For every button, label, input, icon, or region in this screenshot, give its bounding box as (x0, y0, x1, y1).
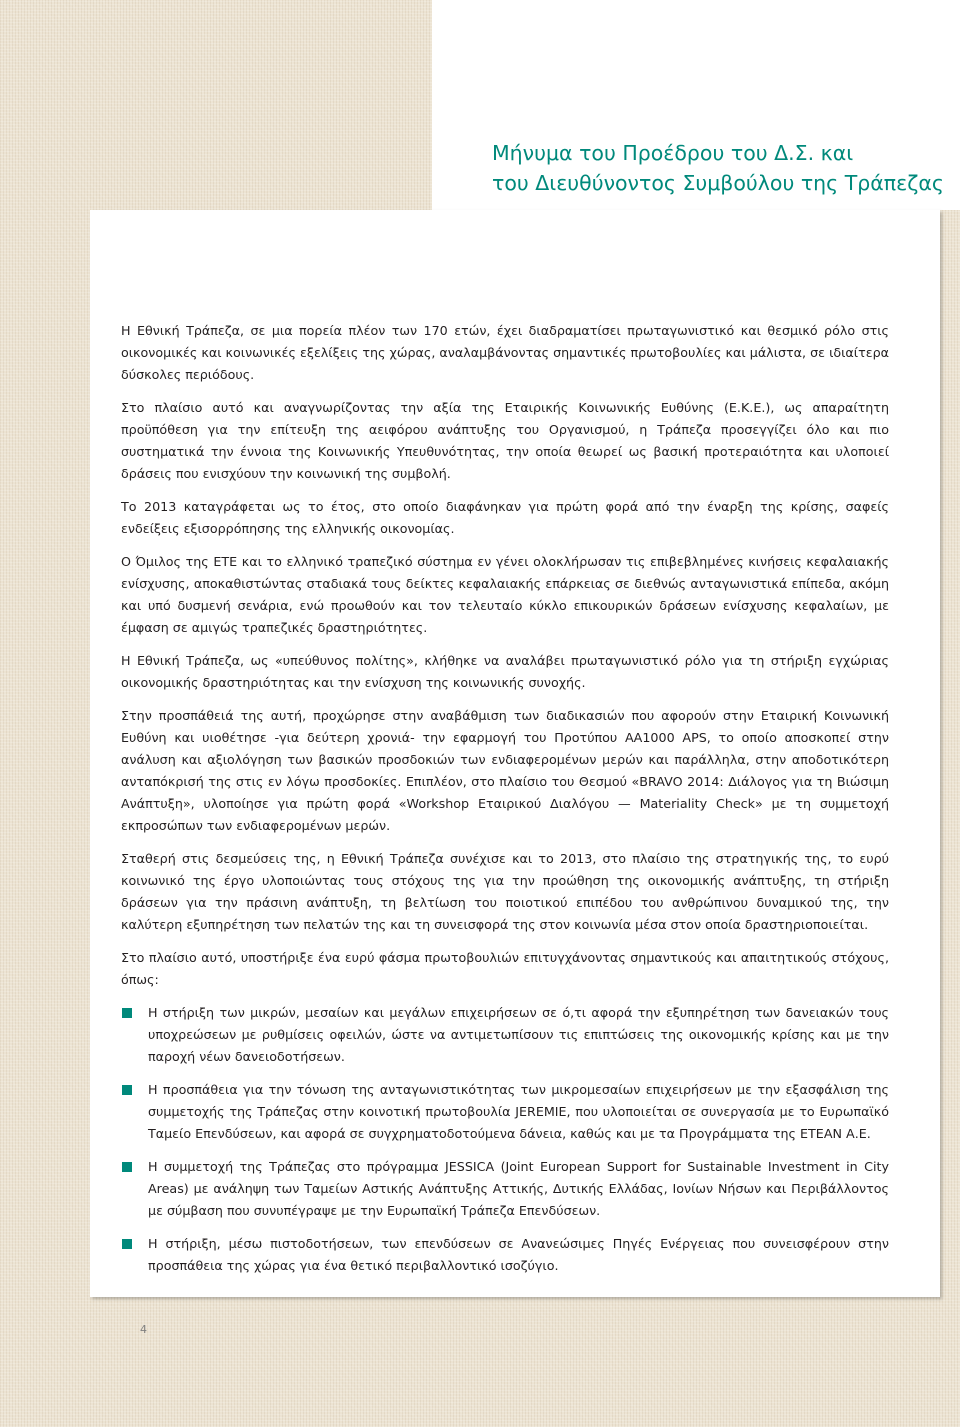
bullet-list (121, 1002, 889, 1277)
paragraph: Το 2013 καταγράφεται ως το έτος, στο οποίο διαφάνηκαν για πρώτη φορά από την έναρξη της κρίσης, σαφείς ενδείξεις εξισορρόπησης της ελληνικής οικονομίας. (121, 499, 889, 536)
bullet-item (121, 1156, 889, 1222)
bullet-item (121, 1002, 889, 1068)
square-bullet-icon (122, 1085, 132, 1095)
bullet-text: Η προσπάθεια για την τόνωση της ανταγωνιστικότητας των μικρομεσαίων επιχειρήσεων με την εξασφάλιση της συμμετοχής της Τράπεζας στην κοινοτική πρωτοβουλία JEREMIE, που υλοποιείται σε συνεργασία με το Ευρωπαϊκό Ταμείο Επενδύσεων, και αφορά σε συγχρηματοδοτούμενα δάνεια, καθώς και με τα Προγράμματα της ΕΤΕΑΝ Α.Ε. (148, 1082, 889, 1141)
square-bullet-icon (122, 1239, 132, 1249)
paragraph: Ο Όμιλος της ΕΤΕ και το ελληνικό τραπεζικό σύστημα εν γένει ολοκλήρωσαν τις επιβεβλημένες κινήσεις κεφαλαιακής ενίσχυσης, αποκαθιστώντας σταδιακά τους δείκτες κεφαλαιακής επάρκειας σε διεθνώς ανταγωνιστικά επίπεδα, ακόμη και υπό δυσμενή σενάρια, ενώ προωθούν και τον τελευταίο κύκλο επικουρικών δράσεων ενίσχυσης κεφαλαίων, με έμφαση σε αμιγώς τραπεζικές δραστηριότητες. (121, 554, 889, 635)
bullet-text: Η συμμετοχή της Τράπεζας στο πρόγραμμα JESSICA (Joint European Support for Sustainable Investment in City Areas) με ανάληψη των Ταμείων Αστικής Ανάπτυξης Αττικής, Δυτικής Ελλάδας, Ιονίων Νήσων και Περιβάλλοντος με σύμβαση που συνυπέγραψε με την Ευρωπαϊκή Τράπεζα Επενδύσεων. (148, 1159, 889, 1218)
square-bullet-icon (122, 1162, 132, 1172)
paragraph: Στην προσπάθειά της αυτή, προχώρησε στην αναβάθμιση των διαδικασιών που αφορούν στην Εταιρική Κοινωνική Ευθύνη και υιοθέτησε -για δεύτερη χρονιά- την εφαρμογή του Προτύπου ΑΑ1000 APS, το οποίο αποσκοπεί στην ανάλυση και αξιολόγηση των βασικών προσδοκιών των ενδιαφερομένων μερών και παράλληλα, στην αποδοτικότερη ανταπόκρισή της στις εν λόγω προσδοκίες. Επιπλέον, στο πλαίσιο του Θεσμού «BRAVO 2014: Διάλογος για τη Βιώσιμη Ανάπτυξη», υλοποίησε για πρώτη φορά «Workshop Εταιρικού Διαλόγου — Materiality Check» με τη συμμετοχή εκπροσώπων των ενδιαφερομένων μερών. (121, 708, 889, 833)
page-title-line-1: Μήνυμα του Προέδρου του Δ.Σ. και (492, 141, 854, 165)
bullet-text: Η στήριξη των μικρών, μεσαίων και μεγάλων επιχειρήσεων σε ό,τι αφορά την εξυπηρέτηση των δανειακών τους υποχρεώσεων με ρυθμίσεις οφειλών, ώστε να αντιμετωπίσουν τις επιπτώσεις της οικονομικής κρίσης και με την παροχή νέων δανειοδοτήσεων. (148, 1005, 889, 1064)
bullet-text: Η στήριξη, μέσω πιστοδοτήσεων, των επενδύσεων σε Ανανεώσιμες Πηγές Ενέργειας που συνεισφέρουν στην προσπάθεια της χώρας για ένα θετικό περιβαλλοντικό ισοζύγιο. (148, 1236, 889, 1273)
bullet-item (121, 1079, 889, 1145)
page-number: 4 (140, 1323, 147, 1336)
bullet-item (121, 1233, 889, 1277)
square-bullet-icon (122, 1008, 132, 1018)
paragraph: Στο πλαίσιο αυτό και αναγνωρίζοντας την αξία της Εταιρικής Κοινωνικής Ευθύνης (Ε.Κ.Ε.), ως απαραίτητη προϋπόθεση για την επίτευξη της αειφόρου ανάπτυξης του Οργανισμού, η Τράπεζα προσεγγίζει όλο και πιο συστηματικά την έννοια της Κοινωνικής Υπευθυνότητας, την οποία θεωρεί ως βασική προτεραιότητα και υλοποιεί δράσεις που ενισχύουν την κοινωνική της συμβολή. (121, 400, 889, 481)
paragraph: Σταθερή στις δεσμεύσεις της, η Εθνική Τράπεζα συνέχισε και το 2013, στο πλαίσιο της στρατηγικής της, το ευρύ κοινωνικό της έργο υλοποιώντας τους στόχους της για την προώθηση της οικονομικής ανάπτυξης, τη στήριξη δράσεων για την πράσινη ανάπτυξη, τη βελτίωση του ποιοτικού επιπέδου του ανθρώπινου δυναμικού της, την καλύτερη εξυπηρέτηση των πελατών της και τη συνεισφορά της στον κοινωνία μέσα στον οποία δραστηριοποιείται. (121, 851, 889, 932)
page-title (492, 138, 952, 198)
body-text (121, 320, 889, 1288)
paragraph: Η Εθνική Τράπεζα, ως «υπεύθυνος πολίτης», κλήθηκε να αναλάβει πρωταγωνιστικό ρόλο για τη στήριξη εγχώριας οικονομικής δραστηριότητας και την ενίσχυση της κοινωνικής συνοχής. (121, 653, 889, 690)
paragraph: Η Εθνική Τράπεζα, σε μια πορεία πλέον των 170 ετών, έχει διαδραματίσει πρωταγωνιστικό και θεσμικό ρόλο στις οικονομικές και κοινωνικές εξελίξεις της χώρας, αναλαμβάνοντας σημαντικές πρωτοβουλίες και μάλιστα, σε ιδιαίτερα δύσκολες περιόδους. (121, 323, 889, 382)
page-title-line-2: του Διευθύνοντος Συμβούλου της Τράπεζας (492, 171, 944, 195)
paragraph: Στο πλαίσιο αυτό, υποστήριξε ένα ευρύ φάσμα πρωτοβουλιών επιτυγχάνοντας σημαντικούς και απαιτητικούς στόχους, όπως: (121, 950, 889, 987)
